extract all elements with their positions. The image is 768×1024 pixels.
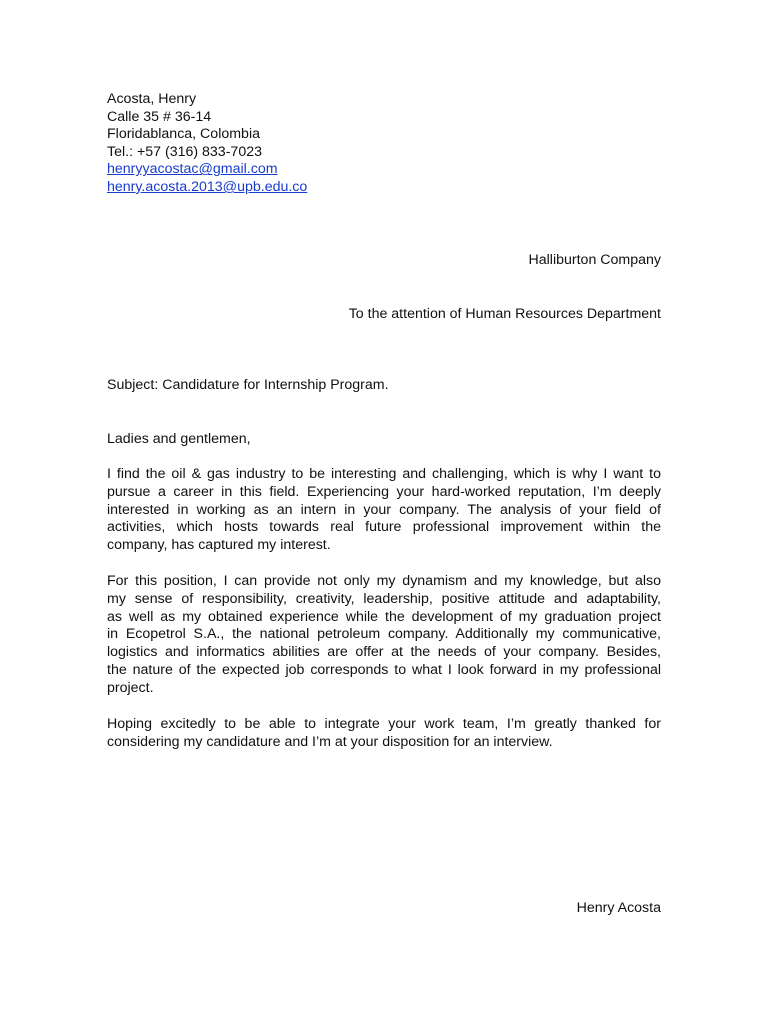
body-paragraph-2 [107,573,661,697]
letter-salutation: Ladies and gentlemen, [107,431,251,447]
paragraph-line: pursue a career in this field. Experiencing your hard-worked reputation, I’m deeply [107,483,661,500]
paragraph-line: logistics and informatics abilities are offer at the needs of your company. Besides, [107,644,661,660]
paragraph-line: my sense of responsibility, creativity, leadership, positive attitude and adaptability, [107,590,661,607]
paragraph-line: company, has captured my interest. [107,537,331,553]
sender-block [107,91,307,197]
body-paragraph-1 [107,466,661,555]
sender-phone: Tel.: +57 (316) 833-7023 [107,143,262,160]
paragraph-line: For this position, I can provide not only my dynamism and my knowledge, but also [107,573,661,589]
sender-city: Floridablanca, Colombia [107,126,260,143]
paragraph-line: considering my candidature and I’m at your disposition for an interview. [107,733,553,750]
letter-subject: Subject: Candidature for Internship Program. [107,377,389,393]
sender-address: Calle 35 # 36-14 [107,108,212,125]
paragraph-line: in Ecopetrol S.A., the national petroleum company. Additionally my communicative, [107,626,661,643]
paragraph-line: I find the oil & gas industry to be interesting and challenging, which is why I want to [107,466,661,482]
signature: Henry Acosta [576,900,661,916]
recipient-company: Halliburton Company [528,252,661,268]
sender-email-upb-link[interactable]: henry.acosta.2013@upb.edu.co [107,178,308,195]
recipient-attention: To the attention of Human Resources Department [348,306,661,322]
paragraph-line: activities, which hosts towards real future professional improvement within the [107,519,661,536]
paragraph-line: Hoping excitedly to be able to integrate your work team, I’m greatly thanked for [107,716,661,732]
paragraph-line: the nature of the expected job corresponds to what I look forward in my professional [107,661,661,678]
paragraph-line: as well as my obtained experience while the development of my graduation project [107,608,661,625]
paragraph-line: project. [107,679,154,696]
sender-email-gmail-link[interactable]: henryyacostac@gmail.com [107,161,278,178]
sender-name: Acosta, Henry [107,91,197,107]
paragraph-line: interested in working as an intern in your company. The analysis of your field of [107,501,661,518]
body-paragraph-3 [107,716,661,752]
